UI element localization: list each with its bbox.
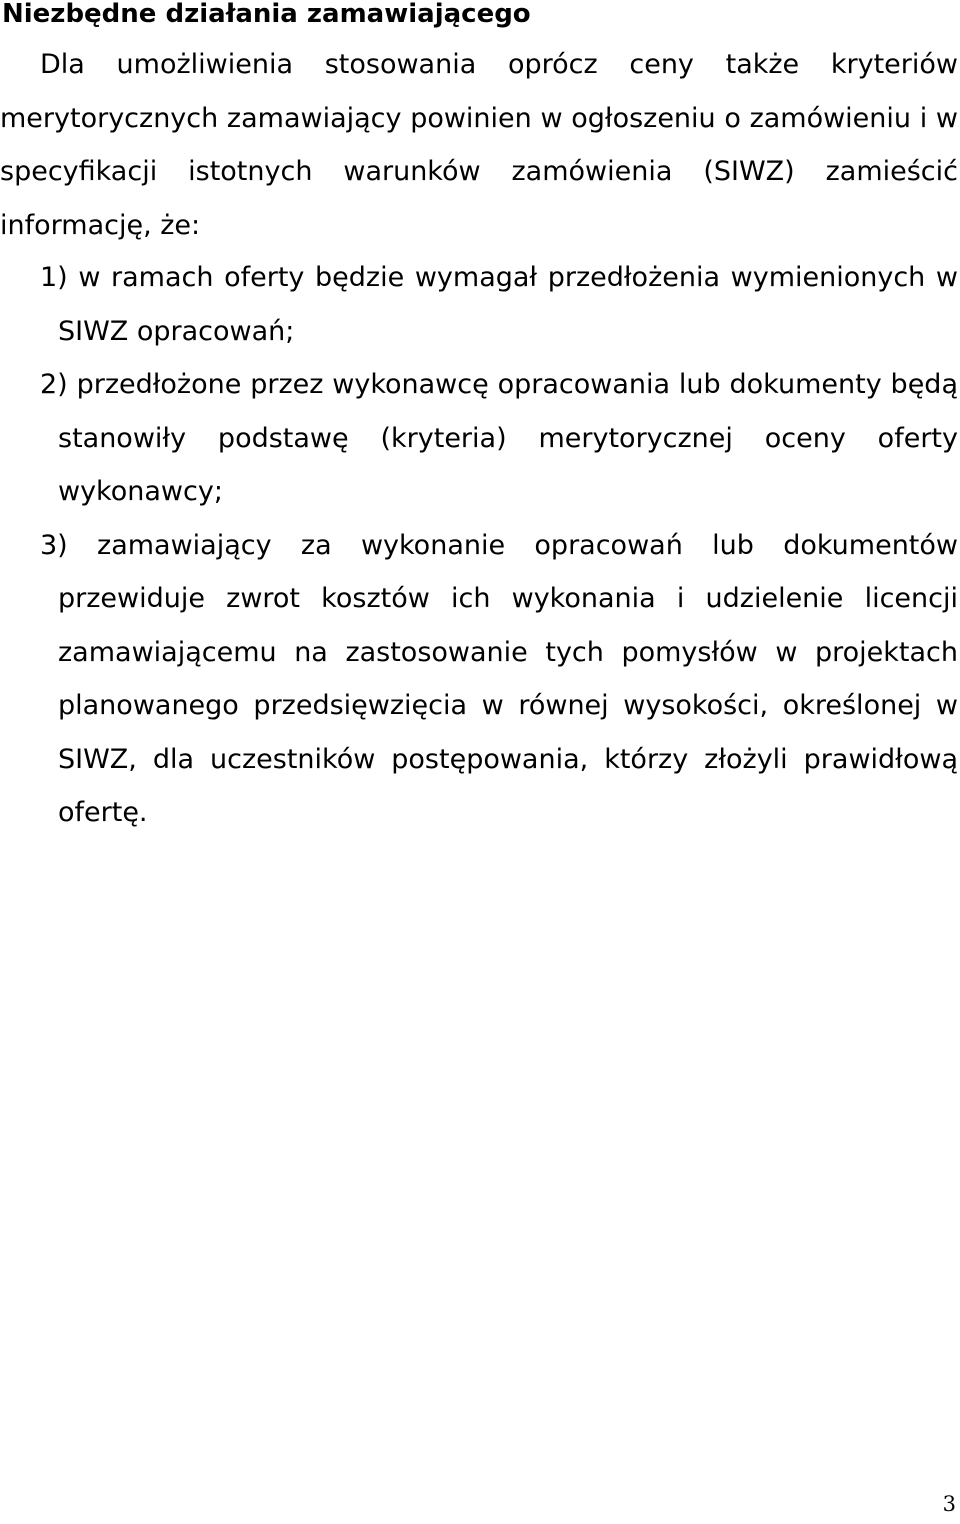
requirements-list [0,251,958,840]
page-number: 3 [942,1492,956,1516]
list-item: 1) w ramach oferty będzie wymagał przedłożenia wymienionych w SIWZ opracowań; [40,262,958,347]
list-item: 3) zamawiający za wykonanie opracowań lub dokumentów przewiduje zwrot kosztów ich wykonania i udzielenie licencji zamawiającemu na zastosowanie tych pomysłów w projektach planowanego przedsięwzięcia w równej wysokości, określonej w SIWZ, dla uczestników postępowania, którzy złożyli prawidłową ofertę. [40,529,958,828]
section-heading: Niezbędne działania zamawiającego [2,0,531,29]
intro-paragraph: Dla umożliwienia stosowania oprócz ceny także kryteriów merytorycznych zamawiający powinien w ogłoszeniu o zamówieniu i w specyfikacji istotnych warunków zamówienia (SIWZ) zamieścić informację, że: [0,49,958,241]
list-item: 2) przedłożone przez wykonawcę opracowania lub dokumenty będą stanowiły podstawę (kryteria) merytorycznej oceny oferty wykonawcy; [40,369,958,507]
